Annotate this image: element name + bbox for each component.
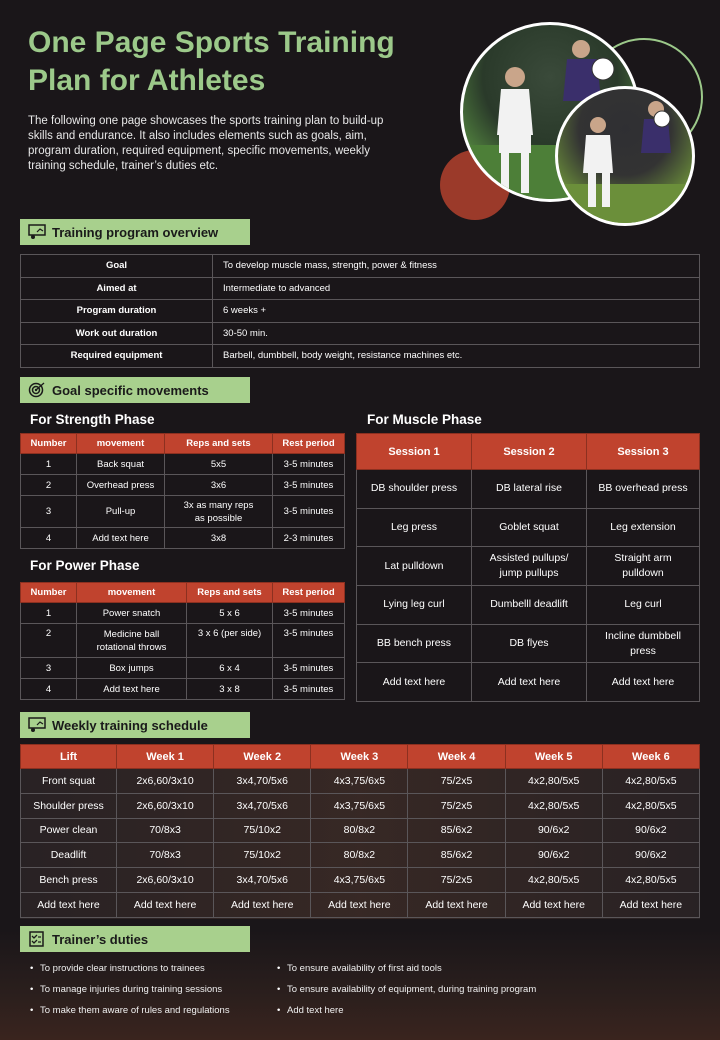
soccer-players-photo-small: [555, 86, 695, 226]
section-header-weekly: [20, 712, 250, 738]
cell: Pull-up: [77, 496, 165, 528]
cell: Assisted pullups/ jump pullups: [472, 547, 587, 586]
cell: Add text here: [357, 663, 472, 702]
power-phase-title: For Power Phase: [30, 558, 140, 573]
cell: 3-5 minutes: [273, 454, 345, 475]
table-row: [21, 345, 700, 368]
cell: 6 x 4: [187, 658, 273, 679]
duties-list-right: [277, 962, 536, 1025]
overview-value: Barbell, dumbbell, body weight, resistance machines etc.: [213, 345, 700, 368]
cell: Medicine ball rotational throws: [77, 624, 187, 658]
cell: 3-5 minutes: [273, 475, 345, 496]
column-header: Rest period: [273, 434, 345, 454]
cell: 4: [21, 679, 77, 700]
table-row: [357, 508, 700, 547]
cell: Dumbelll deadlift: [472, 586, 587, 625]
cell: Add text here: [408, 892, 505, 917]
page-title: One Page Sports Training Plan for Athletes: [28, 26, 395, 97]
column-header: Week 5: [505, 745, 602, 769]
cell: 90/6x2: [505, 843, 602, 868]
cell: Add text here: [21, 892, 117, 917]
cell: 75/2x5: [408, 793, 505, 818]
column-header: Week 2: [214, 745, 311, 769]
overview-key: Goal: [21, 255, 213, 278]
column-header: Rest period: [273, 583, 345, 603]
overview-value: 6 weeks +: [213, 300, 700, 323]
table-row: [21, 769, 700, 794]
cell: Front squat: [21, 769, 117, 794]
column-header: Session 2: [472, 434, 587, 470]
table-row: [21, 793, 700, 818]
cell: 3-5 minutes: [273, 624, 345, 658]
cell: 3-5 minutes: [273, 658, 345, 679]
column-header: Session 3: [587, 434, 700, 470]
cell: 80/8x2: [311, 818, 408, 843]
overview-value: 30-50 min.: [213, 322, 700, 345]
cell: DB flyes: [472, 624, 587, 663]
cell: 3x4,70/5x6: [214, 868, 311, 893]
list-item: • To ensure availability of equipment, during training program: [277, 983, 536, 1004]
column-header: Reps and sets: [187, 583, 273, 603]
cell: 75/2x5: [408, 868, 505, 893]
cell: 3: [21, 658, 77, 679]
cell: Power clean: [21, 818, 117, 843]
cell: 3x6: [165, 475, 273, 496]
column-header: Lift: [21, 745, 117, 769]
cell: 3 x 8: [187, 679, 273, 700]
table-row: [21, 818, 700, 843]
table-header-row: [357, 434, 700, 470]
cell: 3x8: [165, 528, 273, 549]
cell: Straight arm pulldown: [587, 547, 700, 586]
intro-paragraph: The following one page showcases the sports training plan to build-up skills and endurance. It also includes elements such as goals, aim, program duration, required equipment, specific movements, weekly training schedule, trainer’s duties etc.: [28, 115, 384, 172]
presentation-icon: [28, 224, 46, 240]
cell: Box jumps: [77, 658, 187, 679]
cell: Leg curl: [587, 586, 700, 625]
column-header: movement: [77, 583, 187, 603]
strength-phase-table: [20, 433, 345, 549]
table-row: [21, 475, 345, 496]
overview-key: Program duration: [21, 300, 213, 323]
table-row: [357, 624, 700, 663]
cell: Add text here: [311, 892, 408, 917]
table-row: [357, 470, 700, 509]
table-row: [21, 277, 700, 300]
section-title: Trainer’s duties: [52, 931, 149, 947]
table-row: [21, 322, 700, 345]
cell: 5x5: [165, 454, 273, 475]
cell: 3x as many reps as possible: [165, 496, 273, 528]
cell: 4x3,75/6x5: [311, 868, 408, 893]
table-row: [21, 496, 345, 528]
cell: 3-5 minutes: [273, 679, 345, 700]
cell: 75/10x2: [214, 843, 311, 868]
cell: 4x3,75/6x5: [311, 793, 408, 818]
target-icon: [28, 382, 46, 398]
cell: 80/8x2: [311, 843, 408, 868]
cell: DB lateral rise: [472, 470, 587, 509]
column-header: Number: [21, 434, 77, 454]
table-row: [21, 454, 345, 475]
cell: DB shoulder press: [357, 470, 472, 509]
table-row: [21, 528, 345, 549]
cell: 2: [21, 475, 77, 496]
cell: Add text here: [587, 663, 700, 702]
overview-key: Required equipment: [21, 345, 213, 368]
cell: Leg press: [357, 508, 472, 547]
list-item: • Add text here: [277, 1004, 536, 1025]
section-header-movements: [20, 377, 250, 403]
cell: 90/6x2: [602, 843, 699, 868]
cell: 70/8x3: [117, 843, 214, 868]
cell: Add text here: [77, 679, 187, 700]
cell: 4x2,80/5x5: [602, 868, 699, 893]
cell: 4x2,80/5x5: [505, 868, 602, 893]
cell: 3: [21, 496, 77, 528]
table-row: [21, 624, 345, 658]
cell: 75/2x5: [408, 769, 505, 794]
column-header: Week 4: [408, 745, 505, 769]
cell: Leg extension: [587, 508, 700, 547]
cell: 85/6x2: [408, 818, 505, 843]
weekly-schedule-table: [20, 744, 700, 918]
cell: Add text here: [117, 892, 214, 917]
list-item: • To manage injuries during training sessions: [30, 983, 230, 1004]
cell: 1: [21, 454, 77, 475]
cell: 3x4,70/5x6: [214, 769, 311, 794]
section-header-overview: [20, 219, 250, 245]
cell: 5 x 6: [187, 603, 273, 624]
cell: 3-5 minutes: [273, 496, 345, 528]
power-phase-table: [20, 582, 345, 700]
list-item: • To provide clear instructions to trainees: [30, 962, 230, 983]
overview-key: Aimed at: [21, 277, 213, 300]
cell: Add text here: [602, 892, 699, 917]
cell: Add text here: [472, 663, 587, 702]
table-row: [21, 300, 700, 323]
cell: 3 x 6 (per side): [187, 624, 273, 658]
cell: 4x3,75/6x5: [311, 769, 408, 794]
strength-phase-title: For Strength Phase: [30, 412, 155, 427]
table-header-row: [21, 745, 700, 769]
cell: 3x4,70/5x6: [214, 793, 311, 818]
cell: 70/8x3: [117, 818, 214, 843]
cell: 2-3 minutes: [273, 528, 345, 549]
cell: 4x2,80/5x5: [505, 793, 602, 818]
cell: 3-5 minutes: [273, 603, 345, 624]
cell: Bench press: [21, 868, 117, 893]
cell: 85/6x2: [408, 843, 505, 868]
cell: 1: [21, 603, 77, 624]
column-header: Week 6: [602, 745, 699, 769]
overview-value: To develop muscle mass, strength, power & fitness: [213, 255, 700, 278]
table-row: [21, 843, 700, 868]
cell: Lying leg curl: [357, 586, 472, 625]
column-header: Reps and sets: [165, 434, 273, 454]
cell: Goblet squat: [472, 508, 587, 547]
cell: Deadlift: [21, 843, 117, 868]
cell: 90/6x2: [505, 818, 602, 843]
soccer-players-illustration-small: [558, 89, 695, 226]
muscle-phase-table: [356, 433, 700, 702]
list-item: • To make them aware of rules and regulations: [30, 1004, 230, 1025]
section-title: Weekly training schedule: [52, 717, 208, 733]
overview-value: Intermediate to advanced: [213, 277, 700, 300]
table-row: [21, 603, 345, 624]
section-title: Training program overview: [52, 224, 219, 240]
section-header-duties: [20, 926, 250, 952]
cell: Overhead press: [77, 475, 165, 496]
table-row: [21, 658, 345, 679]
cell: Lat pulldown: [357, 547, 472, 586]
cell: 4: [21, 528, 77, 549]
table-header-row: [21, 434, 345, 454]
cell: Incline dumbbell press: [587, 624, 700, 663]
table-row: [357, 547, 700, 586]
column-header: movement: [77, 434, 165, 454]
column-header: Week 3: [311, 745, 408, 769]
cell: Add text here: [214, 892, 311, 917]
section-title: Goal specific movements: [52, 382, 209, 398]
duties-list-left: [30, 962, 230, 1025]
column-header: Number: [21, 583, 77, 603]
cell: 4x2,80/5x5: [602, 769, 699, 794]
overview-table: [20, 254, 700, 368]
cell: 2: [21, 624, 77, 658]
table-header-row: [21, 583, 345, 603]
checklist-icon: [28, 931, 46, 947]
cell: Add text here: [505, 892, 602, 917]
cell: Back squat: [77, 454, 165, 475]
table-row: [357, 586, 700, 625]
cell: BB bench press: [357, 624, 472, 663]
cell: 4x2,80/5x5: [505, 769, 602, 794]
table-row: [21, 255, 700, 278]
table-row: [21, 892, 700, 917]
cell: 2x6,60/3x10: [117, 769, 214, 794]
cell: 2x6,60/3x10: [117, 868, 214, 893]
cell: 90/6x2: [602, 818, 699, 843]
overview-key: Work out duration: [21, 322, 213, 345]
cell: Shoulder press: [21, 793, 117, 818]
cell: 2x6,60/3x10: [117, 793, 214, 818]
table-row: [21, 679, 345, 700]
column-header: Session 1: [357, 434, 472, 470]
presentation-icon: [28, 717, 46, 733]
table-row: [21, 868, 700, 893]
column-header: Week 1: [117, 745, 214, 769]
muscle-phase-title: For Muscle Phase: [367, 412, 482, 427]
cell: BB overhead press: [587, 470, 700, 509]
cell: 4x2,80/5x5: [602, 793, 699, 818]
cell: 75/10x2: [214, 818, 311, 843]
cell: Power snatch: [77, 603, 187, 624]
cell: Add text here: [77, 528, 165, 549]
list-item: • To ensure availability of first aid tools: [277, 962, 536, 983]
table-row: [357, 663, 700, 702]
